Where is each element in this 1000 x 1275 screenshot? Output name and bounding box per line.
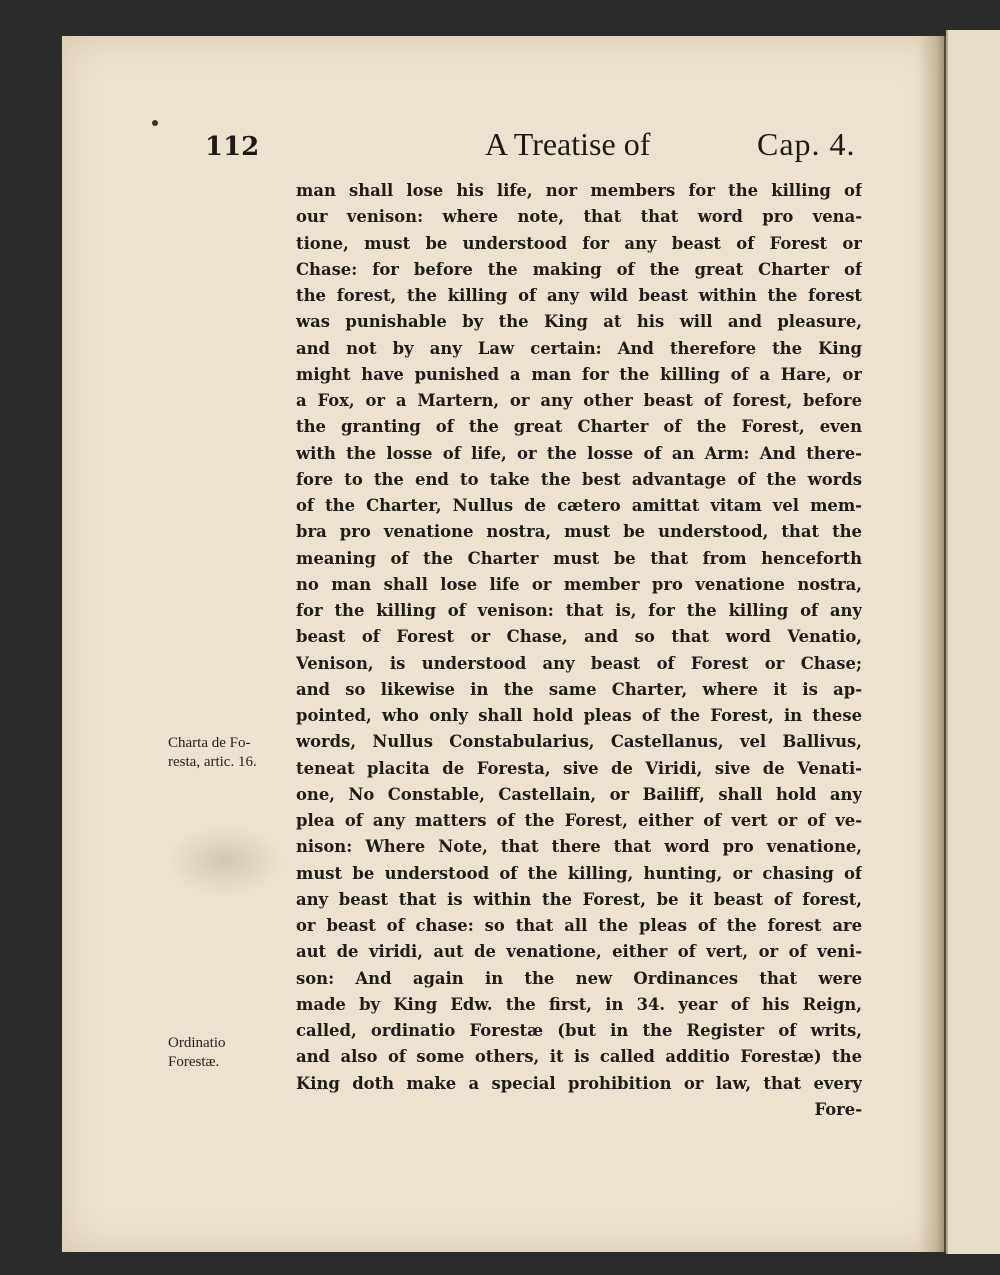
text-line: beast of Forest or Chase, and so that word Venatio, (296, 627, 862, 647)
text-line: must be understood of the killing, hunting, or chasing of (296, 863, 862, 883)
page-number: 112 (205, 132, 260, 162)
text-line: aut de viridi, aut de venatione, either of vert, or of veni- (296, 942, 862, 962)
text-line: one, No Constable, Castellain, or Bailiff, shall hold any (296, 784, 862, 804)
gutter-shadow (918, 36, 948, 1252)
text-line: bra pro venatione nostra, must be understood, that the (296, 522, 862, 542)
text-line: any beast that is within the Forest, be it beast of forest, (296, 889, 862, 909)
text-line: made by King Edw. the first, in 34. year of his Reign, (296, 994, 862, 1014)
page-header (0, 120, 1000, 170)
text-line: and not by any Law certain: And therefore the King (296, 338, 862, 358)
text-line: the forest, the killing of any wild beast within the forest (296, 286, 862, 305)
text-line: teneat placita de Foresta, sive de Viridi, sive de Venati- (296, 758, 862, 778)
text-line: our venison: where note, that that word pro vena- (296, 207, 862, 227)
margin-note-ordinatio (168, 1034, 226, 1072)
text-line: King doth make a special prohibition or law, that every (296, 1073, 862, 1093)
margin-note-line: Ordinatio (168, 1035, 226, 1051)
margin-note-line: Charta de Fo- (168, 735, 251, 751)
text-line: of the Charter, Nullus de cætero amittat vitam vel mem- (296, 496, 862, 515)
text-line: a Fox, or a Martern, or any other beast of forest, before (296, 391, 862, 410)
text-line: meaning of the Charter must be that from henceforth (296, 548, 862, 568)
text-line: and also of some others, it is called additio Forestæ) the (296, 1047, 862, 1067)
text-line: called, ordinatio Forestæ (but in the Register of writs, (296, 1021, 862, 1040)
body-text (296, 178, 862, 1123)
text-line: and so likewise in the same Charter, where it is ap- (296, 679, 862, 699)
text-line: words, Nullus Constabularius, Castellanus, vel Ballivus, (296, 732, 862, 752)
text-line: was punishable by the King at his will and pleasure, (296, 312, 862, 332)
catchword: Fore- (814, 1099, 862, 1119)
text-line: Venison, is understood any beast of Forest or Chase; (296, 653, 862, 673)
text-line: fore to the end to take the best advantage of the words (296, 469, 862, 489)
margin-note-line: resta, artic. 16. (168, 754, 257, 770)
margin-note-line: Forestæ. (168, 1054, 220, 1070)
text-line: or beast of chase: so that all the pleas of the forest are (296, 916, 862, 935)
text-line: with the losse of life, or the losse of an Arm: And there- (296, 443, 862, 463)
text-line: the granting of the great Charter of the Forest, even (296, 417, 862, 437)
text-line: tione, must be understood for any beast of Forest or (296, 233, 862, 253)
text-line: man shall lose his life, nor members for the killing of (296, 181, 862, 200)
show-through-marks (165, 826, 285, 896)
text-line: plea of any matters of the Forest, either of vert or of ve- (296, 811, 862, 830)
margin-note-charta (168, 734, 257, 772)
text-line: might have punished a man for the killing of a Hare, or (296, 364, 862, 384)
text-line: for the killing of venison: that is, for the killing of any (296, 601, 862, 620)
text-line: pointed, who only shall hold pleas of the Forest, in these (296, 706, 862, 725)
text-line: Chase: for before the making of the great Charter of (296, 259, 862, 279)
facing-page-edge (946, 30, 1000, 1254)
chapter-label: Cap. 4. (757, 126, 856, 162)
text-line: son: And again in the new Ordinances that were (296, 968, 862, 988)
running-title: A Treatise of (485, 126, 651, 162)
text-line: nison: Where Note, that there that word pro venatione, (296, 837, 862, 857)
text-line: no man shall lose life or member pro venatione nostra, (296, 574, 862, 594)
